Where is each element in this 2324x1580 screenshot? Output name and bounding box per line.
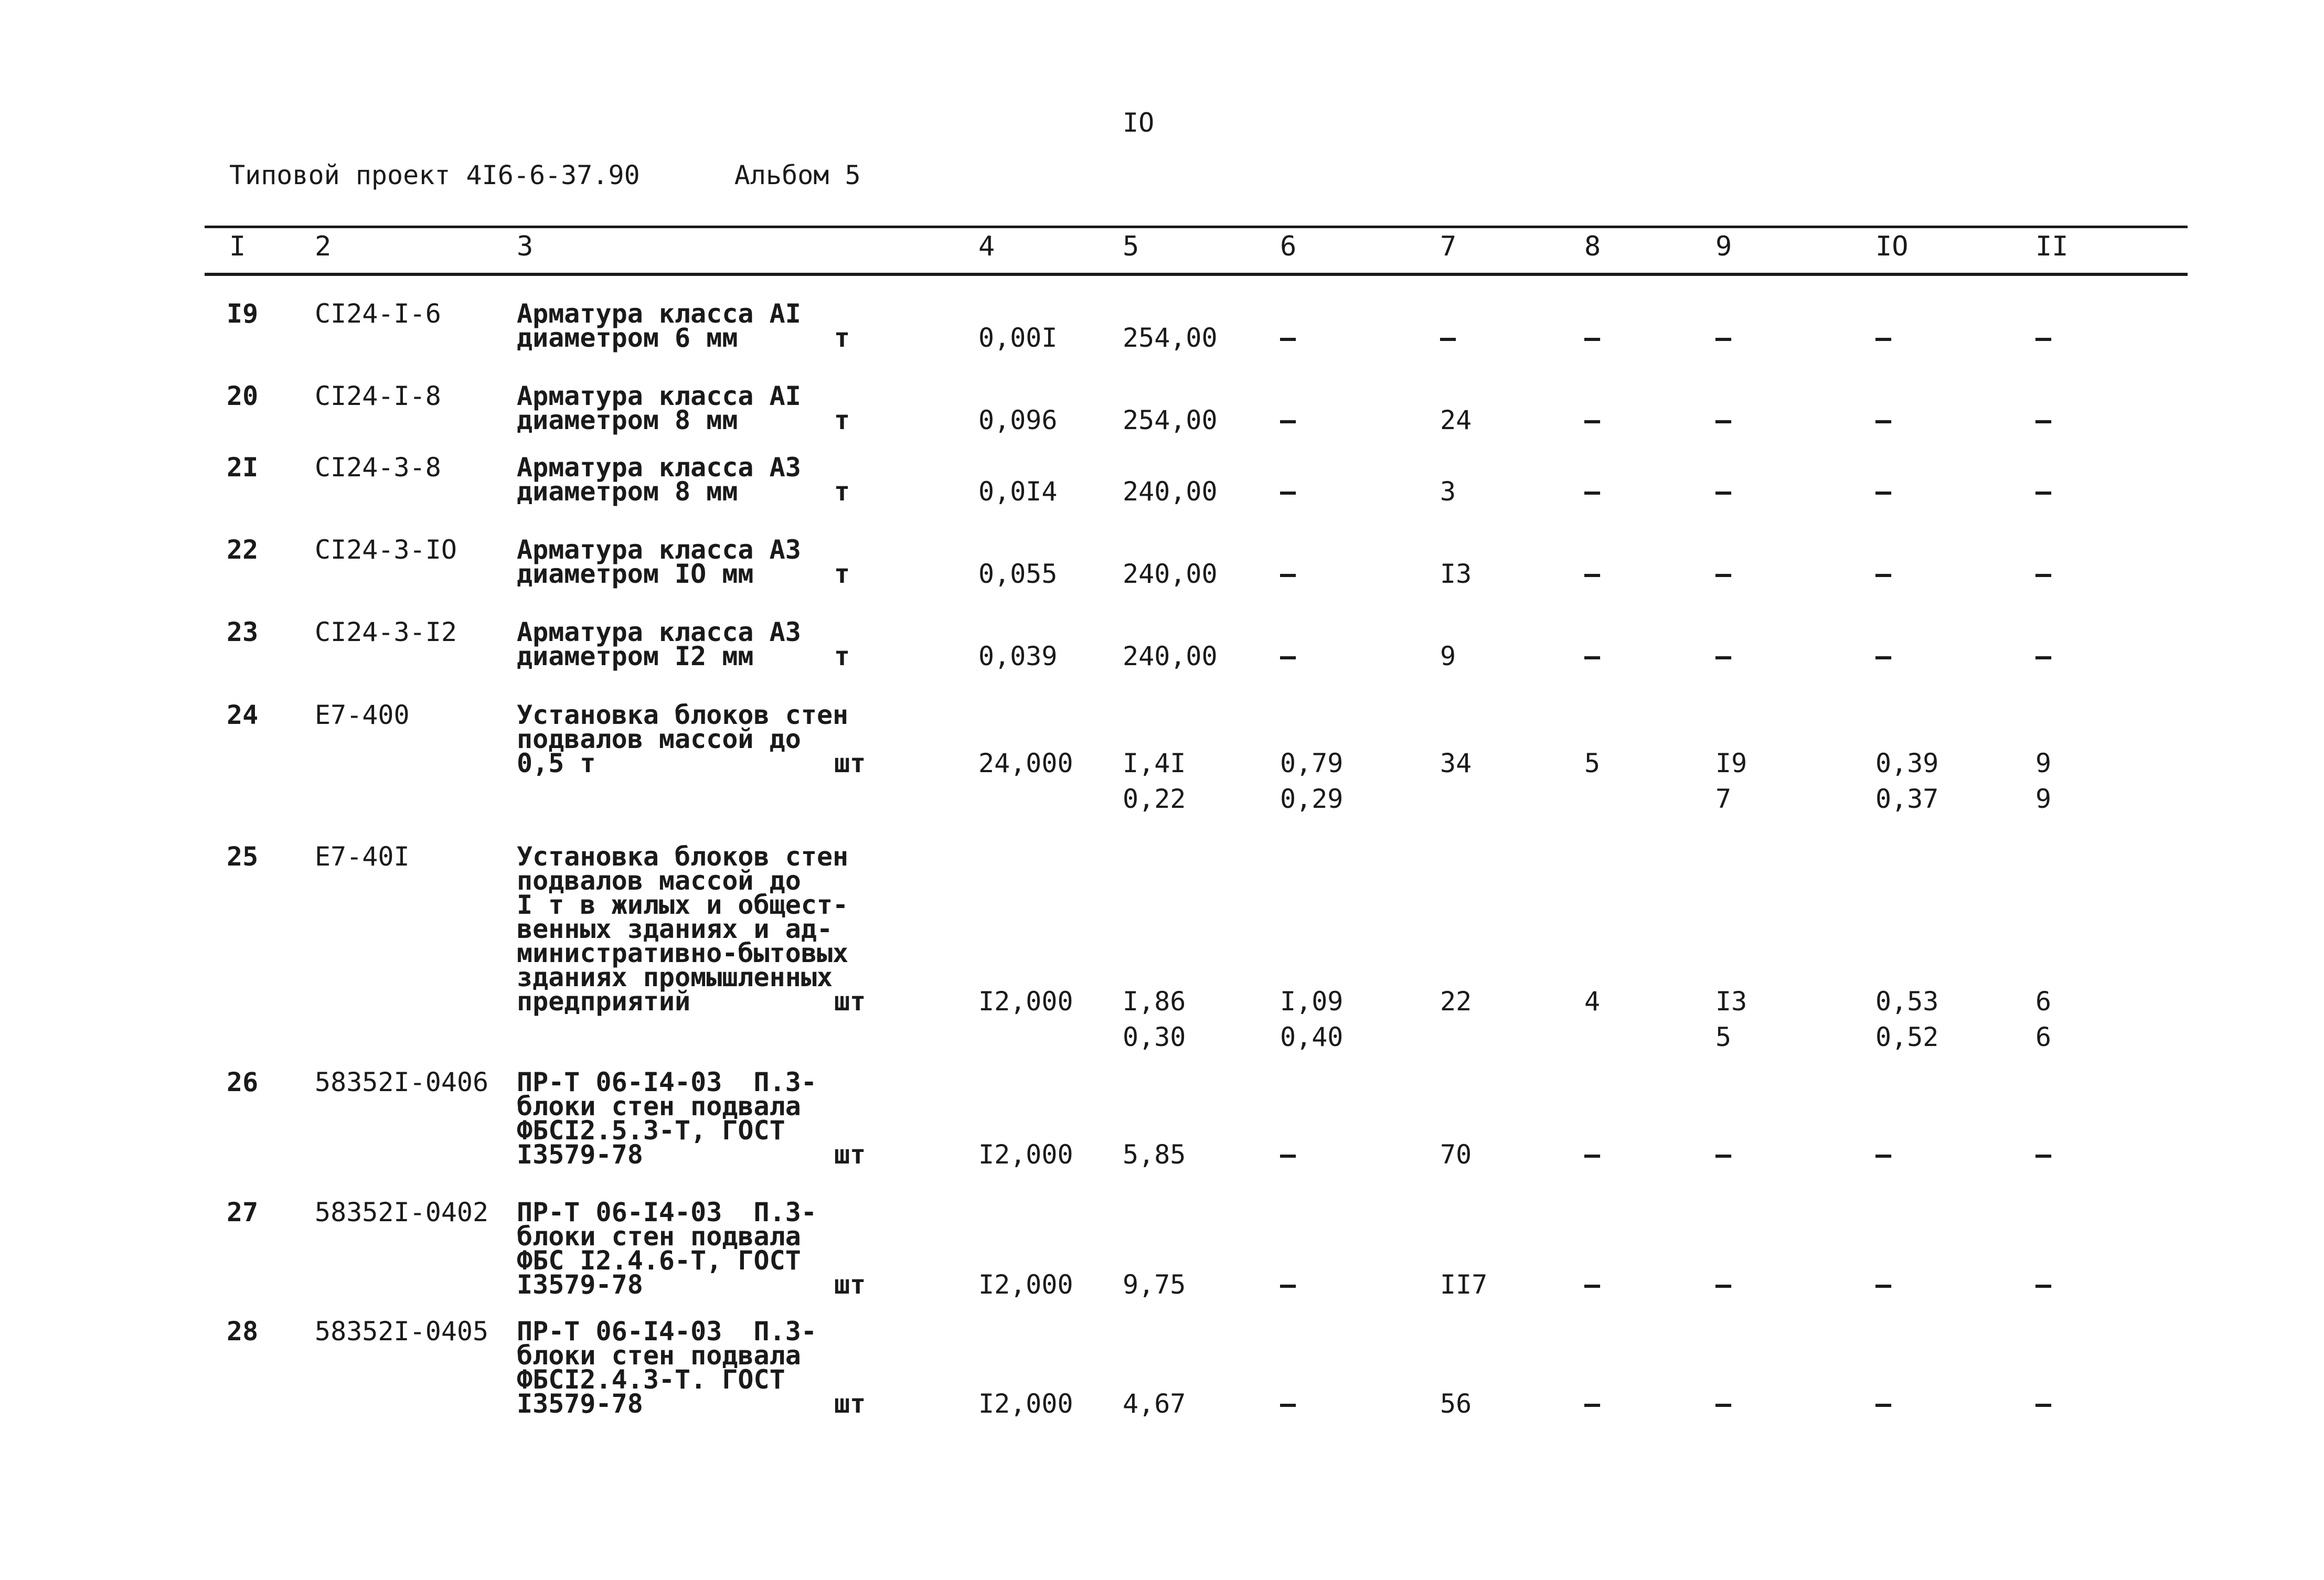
row-value-c6: I,09 xyxy=(1280,986,1344,1017)
row-unit: шт xyxy=(834,1269,866,1300)
column-header-5: 5 xyxy=(1123,231,1139,262)
row-value-c7: II7 xyxy=(1440,1269,1488,1300)
row-value-c11: 6 xyxy=(2035,986,2052,1017)
row-value-c5: 240,00 xyxy=(1123,559,1218,589)
table-rule-bottom xyxy=(205,273,2188,276)
row-value-c11: 9 xyxy=(2035,784,2052,814)
row-description: ПР-Т 06-I4-03 П.3- блоки стен подвала ФБС I2.4.6-Т, ГОСТ I3579-78 xyxy=(517,1197,817,1300)
row-value-c7: I3 xyxy=(1440,559,1472,589)
row-value-c7: 3 xyxy=(1440,476,1456,507)
row-value-c11: – xyxy=(2035,1269,2052,1300)
row-value-c11: – xyxy=(2035,641,2052,671)
row-value-c9: – xyxy=(1715,559,1732,589)
row-value-c5: 240,00 xyxy=(1123,476,1218,507)
row-code: 58352I-0402 xyxy=(315,1197,489,1227)
row-value-c9: – xyxy=(1715,405,1732,435)
row-value-c5: 5,85 xyxy=(1123,1139,1186,1170)
row-value-c9: – xyxy=(1715,641,1732,671)
row-value-c5: I,4I xyxy=(1123,748,1186,778)
row-quantity: 0,055 xyxy=(978,559,1058,589)
row-unit: шт xyxy=(834,1139,866,1170)
row-description: ПР-Т 06-I4-03 П.3- блоки стен подвала ФБСI2.5.3-Т, ГОСТ I3579-78 xyxy=(517,1067,817,1170)
album-label: Альбом 5 xyxy=(734,160,861,190)
row-value-c11: 9 xyxy=(2035,748,2052,778)
row-number: I9 xyxy=(227,298,259,329)
row-value-c10: – xyxy=(1875,641,1892,671)
row-number: 26 xyxy=(227,1067,259,1097)
row-value-c5: I,86 xyxy=(1123,986,1186,1017)
row-description: Арматура класса A3 диаметром 8 мм xyxy=(517,452,801,507)
row-code: E7-40I xyxy=(315,841,410,872)
column-header-4: 4 xyxy=(978,231,995,262)
row-value-c5: 4,67 xyxy=(1123,1389,1186,1419)
row-value-c10: – xyxy=(1875,559,1892,589)
row-value-c5: 254,00 xyxy=(1123,323,1218,353)
row-quantity: 0,096 xyxy=(978,405,1058,435)
row-value-c6: – xyxy=(1280,1269,1296,1300)
row-number: 22 xyxy=(227,535,259,565)
row-value-c8: – xyxy=(1584,323,1601,353)
row-quantity: 0,0I4 xyxy=(978,476,1058,507)
row-value-c7: – xyxy=(1440,323,1456,353)
row-value-c11: – xyxy=(2035,559,2052,589)
row-value-c7: 34 xyxy=(1440,748,1472,778)
row-value-c5: 0,22 xyxy=(1123,784,1186,814)
row-unit: т xyxy=(834,476,850,507)
row-quantity: 0,00I xyxy=(978,323,1058,353)
row-value-c7: 70 xyxy=(1440,1139,1472,1170)
row-value-c5: 0,30 xyxy=(1123,1022,1186,1052)
column-header-2: 2 xyxy=(315,231,332,262)
row-code: 58352I-0405 xyxy=(315,1316,489,1347)
page-number: IO xyxy=(1123,108,1155,138)
row-code: 58352I-0406 xyxy=(315,1067,489,1097)
row-number: 28 xyxy=(227,1316,259,1347)
row-value-c6: – xyxy=(1280,559,1296,589)
row-value-c8: – xyxy=(1584,559,1601,589)
row-quantity: 24,000 xyxy=(978,748,1073,778)
row-value-c10: 0,52 xyxy=(1875,1022,1939,1052)
row-value-c11: – xyxy=(2035,323,2052,353)
row-unit: т xyxy=(834,559,850,589)
table-rule-top xyxy=(205,226,2188,228)
row-description: Арматура класса A3 диаметром I2 мм xyxy=(517,617,801,671)
column-header-10: IO xyxy=(1875,231,1909,262)
row-value-c8: 4 xyxy=(1584,986,1601,1017)
row-value-c8: – xyxy=(1584,476,1601,507)
row-number: 24 xyxy=(227,700,259,730)
row-quantity: I2,000 xyxy=(978,1269,1073,1300)
column-header-6: 6 xyxy=(1280,231,1297,262)
row-value-c7: 24 xyxy=(1440,405,1472,435)
row-description: Арматура класса AI диаметром 8 мм xyxy=(517,381,801,435)
row-code: E7-400 xyxy=(315,700,410,730)
row-value-c8: – xyxy=(1584,1389,1601,1419)
row-value-c5: 254,00 xyxy=(1123,405,1218,435)
column-header-7: 7 xyxy=(1440,231,1457,262)
column-header-1: I xyxy=(229,231,246,262)
column-header-9: 9 xyxy=(1715,231,1732,262)
row-value-c6: 0,79 xyxy=(1280,748,1344,778)
row-value-c5: 240,00 xyxy=(1123,641,1218,671)
row-code: CI24-3-I2 xyxy=(315,617,457,647)
row-value-c9: – xyxy=(1715,1139,1732,1170)
row-value-c6: – xyxy=(1280,405,1296,435)
row-unit: шт xyxy=(834,748,866,778)
row-quantity: 0,039 xyxy=(978,641,1058,671)
row-value-c9: I9 xyxy=(1715,748,1747,778)
row-unit: шт xyxy=(834,1389,866,1419)
row-value-c10: – xyxy=(1875,405,1892,435)
row-value-c6: 0,29 xyxy=(1280,784,1344,814)
row-value-c11: – xyxy=(2035,1139,2052,1170)
row-number: 20 xyxy=(227,381,259,411)
row-value-c9: 7 xyxy=(1715,784,1732,814)
column-header-3: 3 xyxy=(517,231,534,262)
row-code: CI24-I-8 xyxy=(315,381,441,411)
row-value-c10: – xyxy=(1875,1139,1892,1170)
row-value-c8: 5 xyxy=(1584,748,1601,778)
column-header-11: II xyxy=(2035,231,2069,262)
row-value-c10: 0,37 xyxy=(1875,784,1939,814)
row-code: CI24-3-8 xyxy=(315,452,441,483)
row-value-c8: – xyxy=(1584,405,1601,435)
row-value-c10: – xyxy=(1875,1269,1892,1300)
row-value-c9: I3 xyxy=(1715,986,1747,1017)
row-value-c6: – xyxy=(1280,1389,1296,1419)
row-value-c9: – xyxy=(1715,1389,1732,1419)
document-header xyxy=(229,160,861,190)
row-value-c6: – xyxy=(1280,1139,1296,1170)
row-value-c9: – xyxy=(1715,323,1732,353)
row-unit: шт xyxy=(834,986,866,1017)
row-value-c8: – xyxy=(1584,641,1601,671)
row-quantity: I2,000 xyxy=(978,1139,1073,1170)
row-value-c6: – xyxy=(1280,641,1296,671)
row-value-c7: 9 xyxy=(1440,641,1456,671)
row-value-c9: 5 xyxy=(1715,1022,1732,1052)
row-value-c10: – xyxy=(1875,1389,1892,1419)
row-value-c9: – xyxy=(1715,476,1732,507)
row-value-c11: – xyxy=(2035,476,2052,507)
project-title: Типовой проект 4I6-6-37.90 xyxy=(229,160,640,190)
row-value-c6: – xyxy=(1280,476,1296,507)
row-value-c11: – xyxy=(2035,1389,2052,1419)
row-value-c8: – xyxy=(1584,1269,1601,1300)
row-unit: т xyxy=(834,323,850,353)
row-value-c6: – xyxy=(1280,323,1296,353)
row-number: 27 xyxy=(227,1197,259,1227)
row-number: 2I xyxy=(227,452,259,483)
row-value-c8: – xyxy=(1584,1139,1601,1170)
row-value-c5: 9,75 xyxy=(1123,1269,1186,1300)
row-quantity: I2,000 xyxy=(978,986,1073,1017)
row-number: 23 xyxy=(227,617,259,647)
row-value-c11: 6 xyxy=(2035,1022,2052,1052)
row-value-c7: 22 xyxy=(1440,986,1472,1017)
row-quantity: I2,000 xyxy=(978,1389,1073,1419)
row-unit: т xyxy=(834,641,850,671)
row-value-c10: – xyxy=(1875,476,1892,507)
row-number: 25 xyxy=(227,841,259,872)
row-value-c7: 56 xyxy=(1440,1389,1472,1419)
row-value-c11: – xyxy=(2035,405,2052,435)
row-unit: т xyxy=(834,405,850,435)
column-header-8: 8 xyxy=(1584,231,1601,262)
row-value-c10: 0,53 xyxy=(1875,986,1939,1017)
row-description: ПР-Т 06-I4-03 П.3- блоки стен подвала ФБСI2.4.3-Т. ГОСТ I3579-78 xyxy=(517,1316,817,1419)
row-description: Арматура класса A3 диаметром IO мм xyxy=(517,535,801,589)
row-value-c6: 0,40 xyxy=(1280,1022,1344,1052)
row-value-c10: 0,39 xyxy=(1875,748,1939,778)
row-value-c10: – xyxy=(1875,323,1892,353)
row-value-c9: – xyxy=(1715,1269,1732,1300)
row-description: Установка блоков стен подвалов массой до I т в жилых и общест- венных зданиях и ад- министративно-бытовых зданиях промышленных предприятий xyxy=(517,841,849,1017)
row-code: CI24-3-IO xyxy=(315,535,457,565)
row-code: CI24-I-6 xyxy=(315,298,441,329)
row-description: Установка блоков стен подвалов массой до 0,5 т xyxy=(517,700,849,778)
row-description: Арматура класса AI диаметром 6 мм xyxy=(517,298,801,353)
